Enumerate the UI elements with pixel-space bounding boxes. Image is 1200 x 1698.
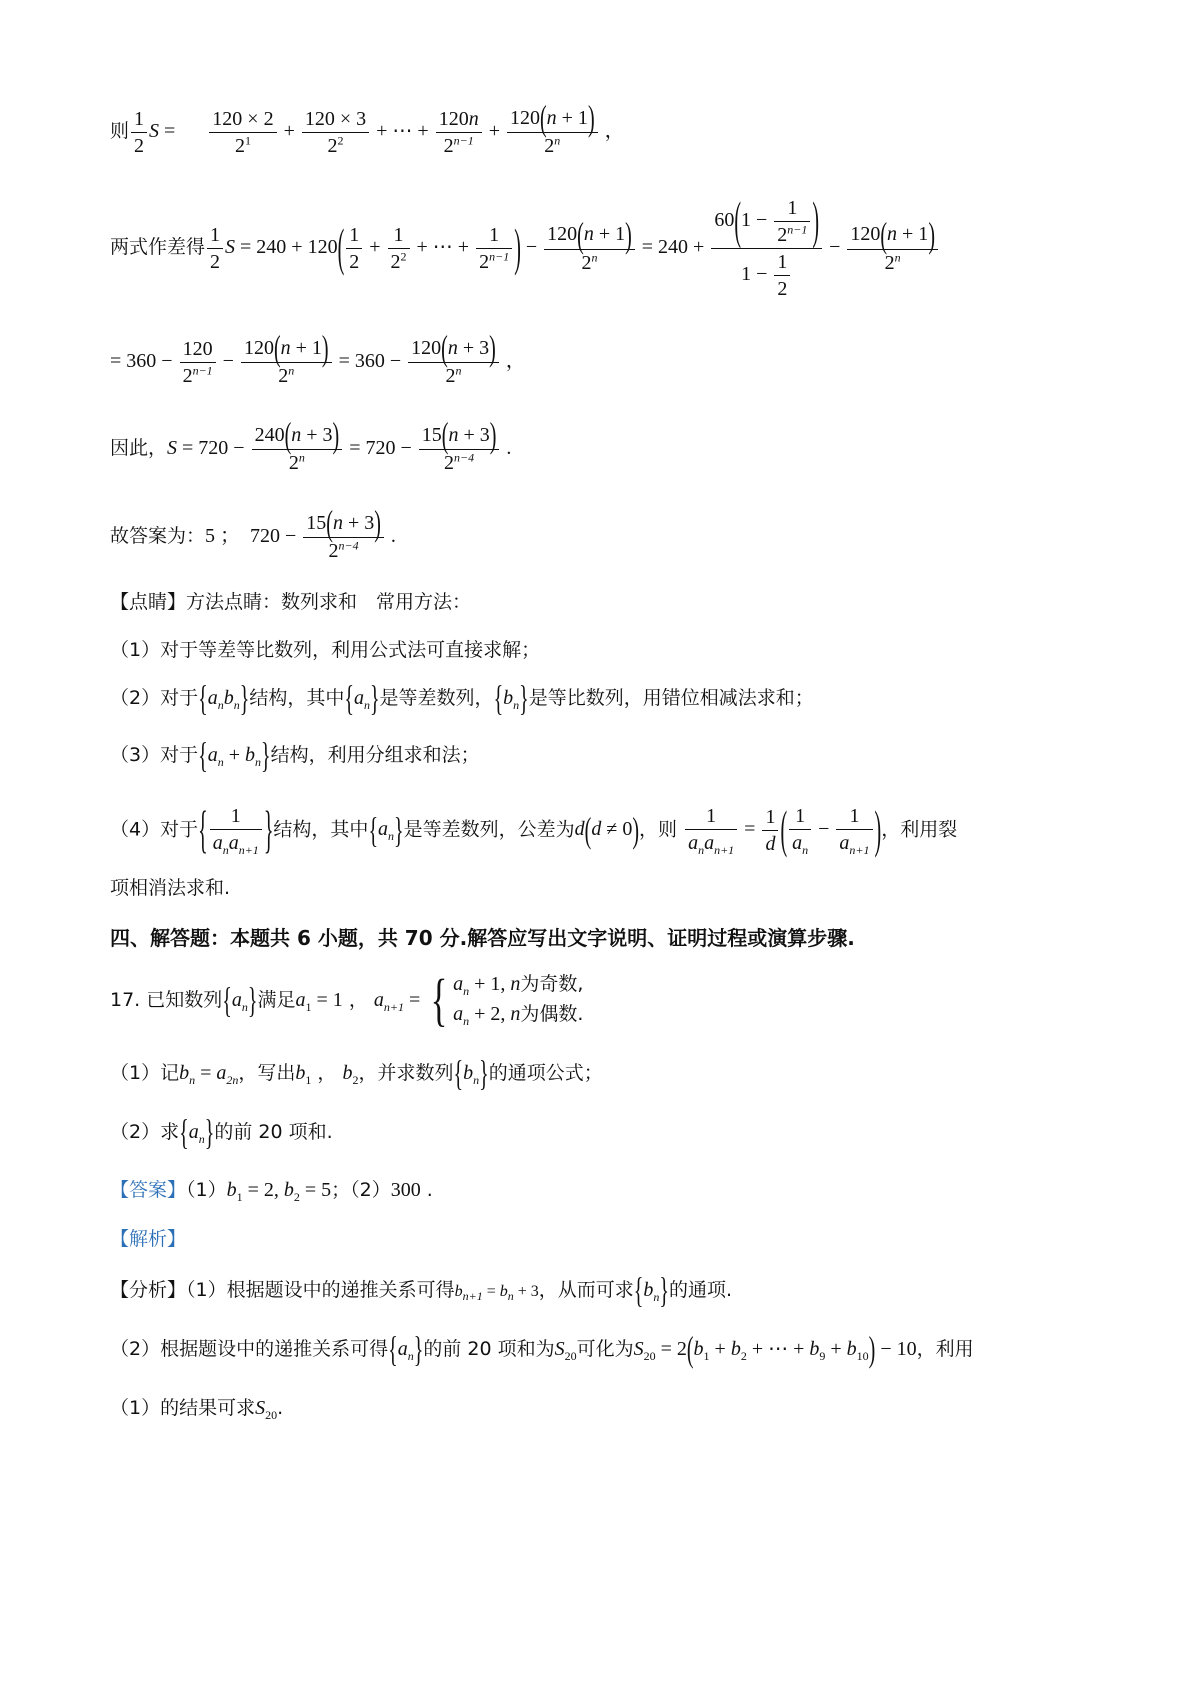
method-1: （1）对于等差等比数列，利用公式法可直接求解； — [110, 639, 541, 661]
section-heading: 四、解答题：本题共 6 小题，共 70 分.解答应写出文字说明、证明过程或演算步骤. — [110, 926, 855, 950]
analysis-1: 【分析】（1）根据题设中的递推关系可得$b_{n+1} = b_n + 3$，从而可求$\{b_n\}$的通项. — [110, 1271, 733, 1312]
question-17-part-1: （1）记$b_n = a_{2n}$，写出$b_1$ ， $b_2$，并求数列$\{b_n\}$的通项公式； — [110, 1054, 603, 1095]
analysis-2: （2）根据题设中的递推关系可得$\{a_n\}$的前 20 项和为$S_{20}$可化为$S_{20} = 2(b_1 + b_2$ + ⋯ + $b_9 + b_{10}) - 10$，利用 — [110, 1330, 974, 1371]
answer-summary: 故答案为：5 ； 720 − $\frac{15(n + 3)}{2^{n-4}}$ . — [110, 504, 396, 563]
method-3: （3）对于$\{a_n + b_n\}$结构，利用分组求和法； — [110, 736, 480, 777]
formula-s-result: 因此，S = 720 − $\frac{240(n + 3)}{2^n}$ = 720 − $\frac{15(n + 3)}{2^{n-4}}$ . — [110, 416, 512, 475]
question-17-part-2: （2）求$\{a_n\}$的前 20 项和. — [110, 1113, 333, 1154]
formula-simplified: = 360 − $\frac{120}{2^{n-1}}$ − $\frac{120(n + 1)}{2^n}$ = 360 − $\frac{120(n + 3)}{2^n}$ ， — [110, 329, 526, 388]
method-2: （2）对于$\{a_nb_n\}$结构，其中$\{a_n\}$是等差数列，$\{b_n\}$是等比数列，用错位相减法求和； — [110, 679, 814, 720]
jiexi-tag: 【解析】 — [110, 1228, 187, 1250]
question-17: 17. 已知数列$\{a_n\}$满足$a_1 = 1$ ， $a_{n+1}$ = { $a_n + 1$, n为奇数, $a_n + 2$, n为偶数. — [110, 967, 584, 1033]
dianjing-title: 【点睛】方法点睛：数列求和 常用方法： — [110, 591, 472, 613]
method-4: （4）对于{ 1 $a_na_{n+1}$ }结构，其中$\{a_n\}$是等差数列，公差为d(d ≠ 0)，则 1 $a_na_{n+1}$ = $\frac{1}{d}$ ( $\frac{1}{a_n}$ − $\frac{1}{a_{n+1}}$ )，利用裂 — [110, 802, 958, 860]
method-4-cont: 项相消法求和. — [110, 877, 231, 899]
formula-difference: 两式作差得 $\frac{1}{2}$ S = 240 + 120( $\frac{1}{2}$ + $\frac{1}{2^2}$ + ⋯ + $\frac{1}{2^{n-1}}$ ) − $\frac{120(n + 1)}{2^n}$ = 240 + 60(1 − $\frac{1}{2^{n-1}}$ ) 1 − $\frac{1}{2}$ − $\frac{120(n + 1)}{2^n}$ — [110, 195, 940, 302]
analysis-3: （1）的结果可求$S_{20}$. — [110, 1397, 284, 1422]
answer-line: 【答案】$(1)b_1 = 2$, $b_2 = 5$；（2）300 . — [110, 1179, 433, 1204]
answer-tag: 【答案】 — [110, 1179, 187, 1201]
formula-half-s: 则 $\frac{1}{2}$ S = $\frac{120 \times 2}{2^1}$ + $\frac{120 \times 3}{2^2}$ + ⋯ + $\frac{120n}{2^{n-1}}$ + $\frac{120(n + 1)}{2^n}$ ， — [110, 99, 625, 158]
